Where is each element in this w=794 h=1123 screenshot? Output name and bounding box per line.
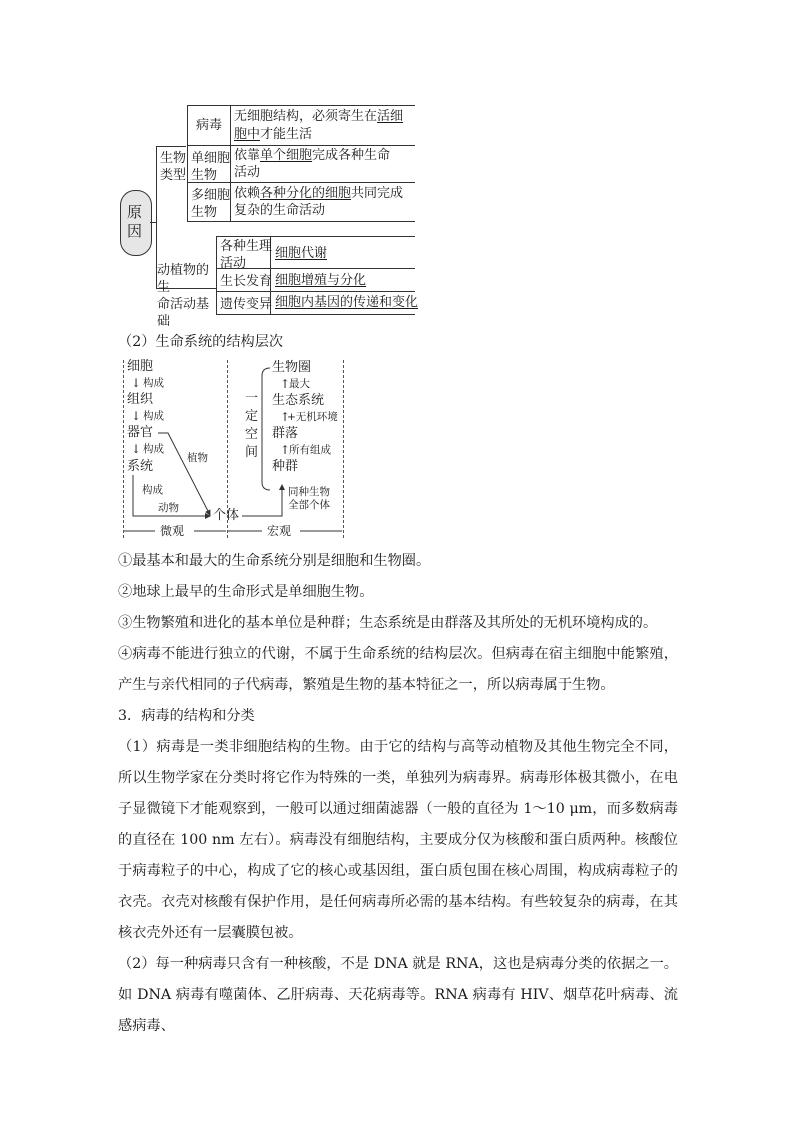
level-community: 群落 bbox=[272, 426, 299, 441]
level-population: 种群 bbox=[272, 459, 299, 474]
note-3: ③生物繁殖和进化的基本单位是种群；生态系统是由群落及其所处的无机环境构成的。 bbox=[118, 615, 658, 631]
level-system: 系统 bbox=[127, 459, 154, 474]
note-2: ②地球上最早的生命形式是单细胞生物。 bbox=[118, 584, 374, 600]
para-1: （1）病毒是一类非细胞结构的生物。由于它的结构与高等动植物及其他生物完全不同，所以生物学家在分类时将它作为特殊的一类，单独列为病毒界。病毒形体极其微小，在电子显微镜下才能观察到，一般可以通过细菌滤器（一般的直径为 1～10 μm，而多数病毒的直径在 100 nm 左右）。病毒没有细胞结构，主要成分仅为核酸和蛋白质两种。核酸位于病毒粒子的中心，构成了它的核心或基因组，蛋白质包围在核心周围，构成病毒粒子的衣壳。衣壳对核酸有保护作用，是任何病毒所必需的基本结构。有些较复杂的病毒，在其核衣壳外还有一层囊膜包被。 bbox=[118, 739, 678, 941]
note-1: ①最基本和最大的生命系统分别是细胞和生物圈。 bbox=[118, 553, 431, 569]
space-char-2: 定 bbox=[245, 409, 259, 424]
label-max: 最大 bbox=[289, 378, 310, 390]
label-same-species-2: 全部个体 bbox=[288, 499, 330, 511]
basis-label-growth: 生长发育 bbox=[220, 274, 273, 289]
arrow-up-1: ↑ bbox=[280, 377, 291, 391]
level-ecosystem: 生态系统 bbox=[272, 393, 325, 408]
level-biosphere: 生物圈 bbox=[272, 360, 312, 375]
type-desc-virus: 无细胞结构，必须寄生在活细 bbox=[234, 109, 404, 124]
note-4: ④病毒不能进行独立的代谢，不属于生命系统的结构层次。但病毒在宿主细胞中能繁殖，产生与亲代相同的子代病毒，繁殖是生物的基本特征之一，所以病毒属于生物。 bbox=[118, 646, 678, 693]
arrow-down-1: ↓ bbox=[131, 376, 142, 390]
space-char-1: 一 bbox=[245, 391, 259, 406]
level-cell: 细胞 bbox=[127, 359, 154, 374]
label-plus-env: +无机环境 bbox=[287, 411, 338, 423]
root-label: 原因 bbox=[127, 203, 143, 240]
basis-label-physiology: 各种生理 活动 bbox=[220, 239, 273, 271]
label-same-species-1: 同种生物 bbox=[288, 486, 330, 498]
level-organ: 器官 bbox=[127, 425, 154, 440]
type-desc-unicellular: 依靠单个细胞完成各种生命 bbox=[234, 148, 391, 163]
label-constitute-4: 构成 bbox=[142, 484, 163, 496]
section3-title: 3．病毒的结构和分类 bbox=[118, 708, 255, 724]
basis-label-heredity: 遗传变异 bbox=[220, 297, 273, 312]
type-desc-multicellular-2: 复杂的生命活动 bbox=[234, 203, 326, 218]
type-desc-unicellular-2: 活动 bbox=[234, 165, 261, 180]
space-char-3: 空 bbox=[245, 427, 259, 442]
label-plant: 植物 bbox=[187, 452, 208, 464]
levels-arrows bbox=[0, 0, 794, 560]
type-desc-multicellular: 依赖各种分化的细胞共同完成 bbox=[234, 186, 404, 201]
arrow-down-3: ↓ bbox=[131, 442, 142, 456]
types-label: 生物 类型 bbox=[160, 151, 187, 183]
notes bbox=[118, 546, 678, 1042]
para-2: （2）每一种病毒只含有一种核酸，不是 DNA 就是 RNA，这也是病毒分类的依据之一。如 DNA 病毒有噬菌体、乙肝病毒、天花病毒等。RNA 病毒有 HIV、烟草花叶病毒、流感病毒、 bbox=[118, 956, 678, 1034]
label-macro: 宏观 bbox=[267, 524, 292, 538]
level-tissue: 组织 bbox=[127, 392, 154, 407]
type-label-unicellular: 单细胞 生物 bbox=[191, 151, 231, 183]
basis-desc-growth: 细胞增殖与分化 bbox=[275, 273, 367, 288]
label-constitute-2: 构成 bbox=[143, 410, 164, 422]
arrow-up-2: ↑ bbox=[280, 410, 291, 424]
type-desc-virus-2: 胞中才能生活 bbox=[234, 127, 313, 142]
level-individual: 个体 bbox=[213, 508, 240, 523]
basis-label: 动植物的生 命活动基础 bbox=[157, 263, 210, 329]
label-constitute-1: 构成 bbox=[143, 377, 164, 389]
space-char-4: 间 bbox=[245, 445, 259, 460]
type-label-virus: 病毒 bbox=[196, 118, 223, 133]
section-levels-title: （2）生命系统的结构层次 bbox=[118, 334, 284, 350]
basis-desc-metabolism: 细胞代谢 bbox=[275, 246, 328, 261]
label-constitute-3: 构成 bbox=[143, 443, 164, 455]
arrow-up-3: ↑ bbox=[280, 443, 291, 457]
arrow-down-2: ↓ bbox=[131, 409, 142, 423]
label-all-groups: 所有组成 bbox=[289, 444, 331, 456]
basis-desc-heredity: 细胞内基因的传递和变化 bbox=[275, 295, 419, 310]
label-micro: 微观 bbox=[160, 524, 185, 538]
label-animal: 动物 bbox=[158, 502, 179, 514]
type-label-multicellular: 多细胞 生物 bbox=[191, 188, 231, 220]
